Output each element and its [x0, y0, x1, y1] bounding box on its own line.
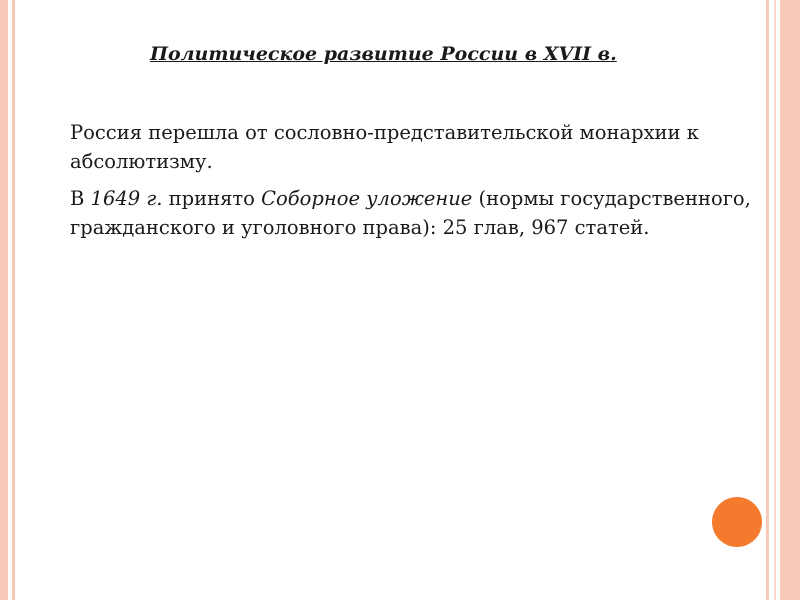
paragraph2-suffix: (нормы государственного, гражданского и уголовного права): 25 глав, 967 статей.: [70, 187, 751, 239]
right-border-line: [766, 0, 769, 600]
year-1649: 1649 г.: [90, 187, 163, 210]
paragraph-sobornoe-ulozhenie: [70, 184, 760, 242]
right-border-thin-line: [774, 0, 776, 600]
paragraph2-mid: принято: [162, 187, 262, 210]
slide-body: [70, 118, 760, 250]
slide-title: Политическое развитие России в XVII в.: [150, 43, 617, 65]
left-border-band: [0, 0, 8, 600]
right-border-band: [780, 0, 800, 600]
paragraph2-prefix: В: [70, 187, 91, 210]
left-border-line: [12, 0, 15, 600]
paragraph-absolutism: Россия перешла от сословно-представительской монархии к абсолютизму.: [70, 121, 699, 173]
decorative-orange-circle: [712, 497, 762, 547]
document-name: Соборное уложение: [261, 187, 473, 210]
